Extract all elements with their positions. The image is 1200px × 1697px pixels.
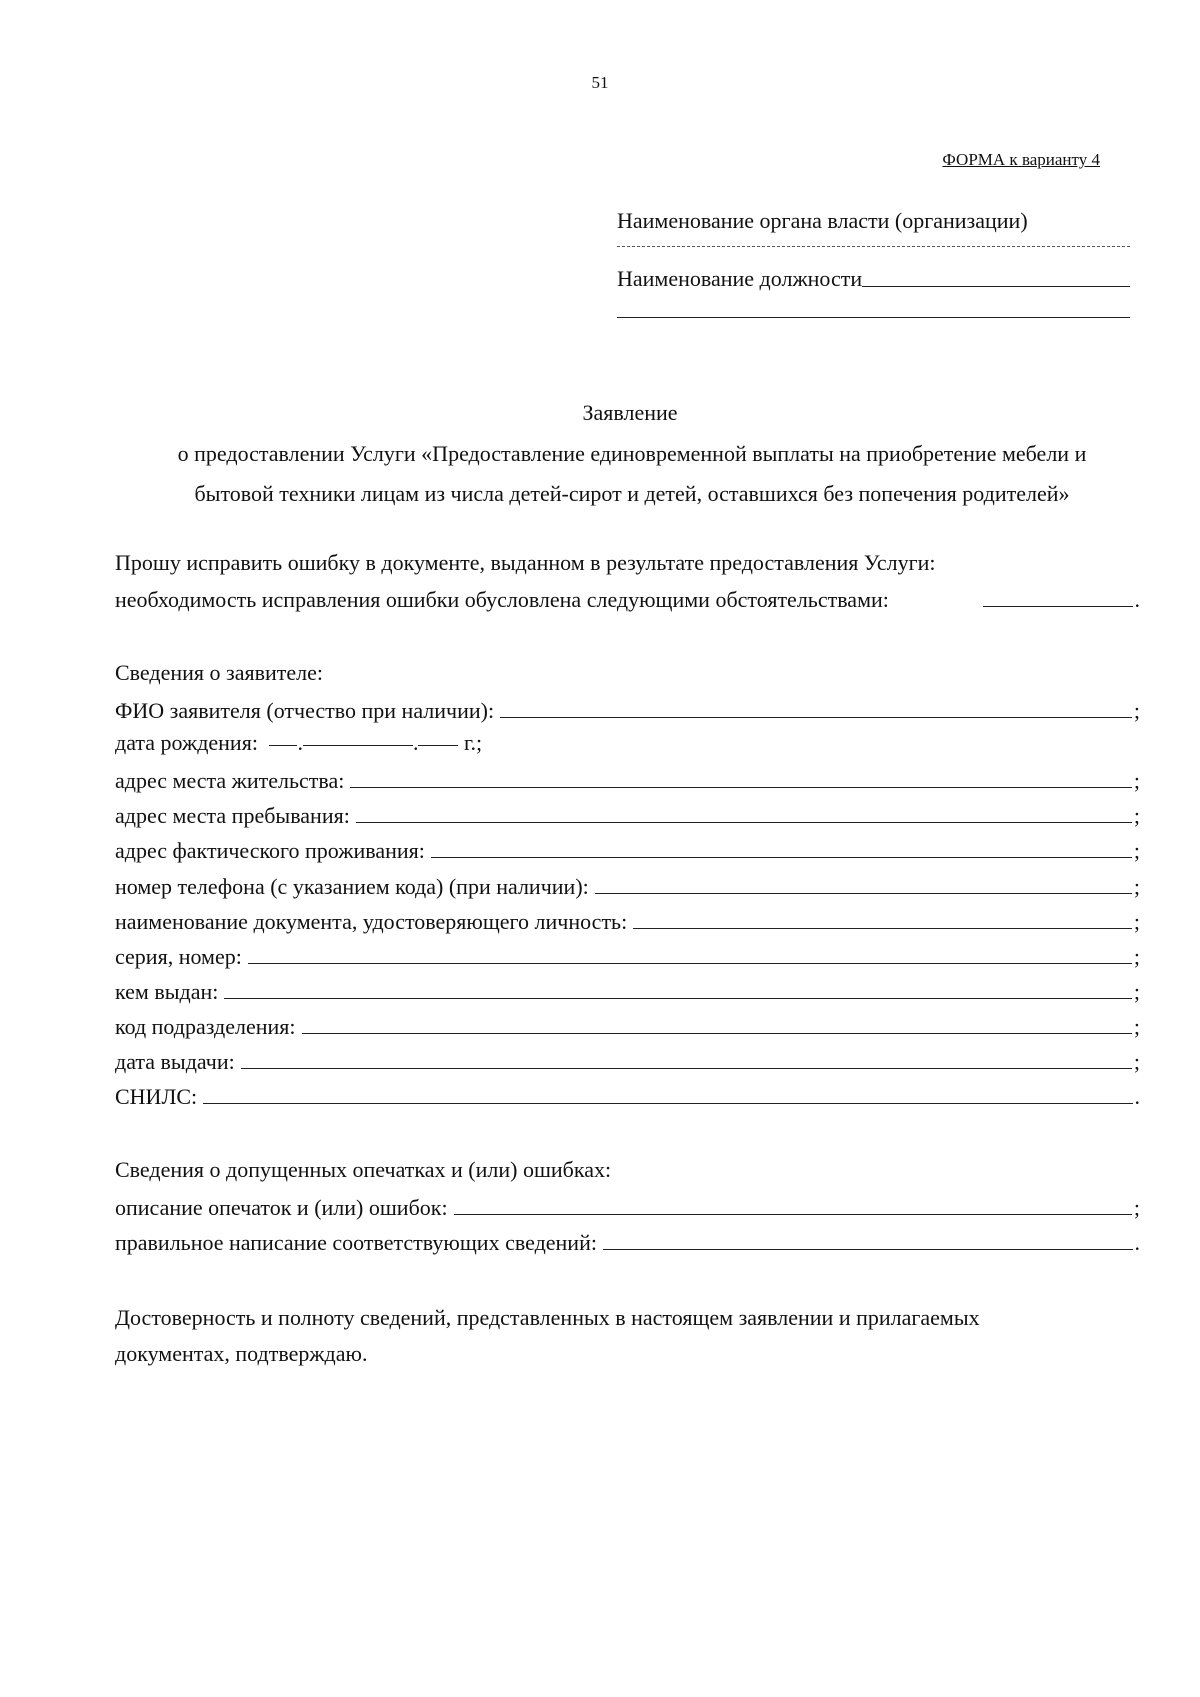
form-variant-label: ФОРМА к варианту 4 (942, 150, 1100, 169)
request-reason-end: . (1134, 587, 1140, 612)
birth-day-field[interactable] (269, 744, 297, 746)
authority-label: Наименование органа власти (организации) (617, 208, 1028, 233)
fio-end: ; (1133, 698, 1140, 723)
document-title: Заявление (582, 400, 678, 425)
correct-text-row (115, 1222, 1140, 1256)
request-reason-row (115, 579, 1140, 613)
snils-end: . (1134, 1084, 1140, 1109)
phone-end: ; (1133, 874, 1140, 899)
actual-address-field[interactable] (431, 856, 1132, 858)
division-code-label: код подразделения: (115, 1014, 296, 1039)
snils-label: СНИЛС: (115, 1084, 198, 1109)
issued-by-label: кем выдан: (115, 979, 219, 1004)
position-field-extra[interactable] (617, 317, 1130, 318)
phone-field[interactable] (595, 892, 1132, 894)
confirmation-line-1: Достоверность и полноту сведений, представленных в настоящем заявлении и прилагаемых (115, 1305, 980, 1330)
issued-by-row (115, 971, 1140, 1005)
subtitle-line-2: бытовой техники лицам из числа детей-сирот и детей, оставшихся без попечения родителей» (194, 481, 1070, 506)
position-label: Наименование должности (617, 266, 863, 291)
birth-date-dot-1: . (297, 730, 303, 755)
error-description-end: ; (1133, 1195, 1140, 1220)
issue-date-field[interactable] (241, 1067, 1132, 1069)
position-field[interactable] (862, 286, 1130, 287)
actual-address-end: ; (1133, 838, 1140, 863)
id-doc-row (115, 901, 1140, 935)
birth-date-dot-2: . (412, 730, 419, 755)
correct-text-label: правильное написание соответствующих сведений: (115, 1230, 597, 1255)
request-reason-field[interactable] (983, 605, 1133, 607)
error-description-row (115, 1187, 1140, 1221)
error-description-label: описание опечаток и (или) ошибок: (115, 1195, 448, 1220)
id-doc-field[interactable] (633, 927, 1132, 929)
applicant-heading: Сведения о заявителе: (115, 660, 324, 685)
birth-year-field[interactable] (418, 744, 458, 746)
actual-address-label: адрес фактического проживания: (115, 838, 425, 863)
confirmation-line-2: документах, подтверждаю. (115, 1341, 368, 1366)
division-code-field[interactable] (302, 1032, 1132, 1034)
phone-row (115, 866, 1140, 900)
residence-field[interactable] (350, 786, 1131, 788)
stay-row (115, 795, 1140, 829)
birth-date-label: дата рождения: (115, 730, 258, 755)
stay-label: адрес места пребывания: (115, 803, 350, 828)
snils-row (115, 1076, 1140, 1110)
birth-date-row (115, 730, 482, 756)
confirmation-statement (115, 1300, 1140, 1372)
fio-field[interactable] (500, 716, 1132, 718)
request-line-2: необходимость исправления ошибки обусловлена следующими обстоятельствами: (115, 587, 889, 612)
errors-heading: Сведения о допущенных опечатках и (или) ошибках: (115, 1157, 612, 1182)
series-end: ; (1133, 944, 1140, 969)
fio-label: ФИО заявителя (отчество при наличии): (115, 698, 495, 723)
series-label: серия, номер: (115, 944, 242, 969)
authority-field[interactable] (617, 246, 1130, 247)
id-doc-label: наименование документа, удостоверяющего личность: (115, 909, 628, 934)
fio-row (115, 690, 1140, 724)
page-number: 51 (591, 73, 609, 92)
stay-end: ; (1133, 803, 1140, 828)
stay-field[interactable] (356, 821, 1132, 823)
series-row (115, 936, 1140, 970)
birth-month-field[interactable] (303, 744, 413, 746)
correct-text-field[interactable] (603, 1248, 1133, 1250)
issue-date-end: ; (1133, 1049, 1140, 1074)
division-code-row (115, 1006, 1140, 1040)
document-subtitle (112, 434, 1152, 514)
residence-label: адрес места жительства: (115, 768, 345, 793)
issued-by-field[interactable] (224, 997, 1132, 999)
request-line-1: Прошу исправить ошибку в документе, выданном в результате предоставления Услуги: (115, 550, 936, 575)
subtitle-line-1: о предоставлении Услуги «Предоставление единовременной выплаты на приобретение мебели и (177, 441, 1087, 466)
issue-date-label: дата выдачи: (115, 1049, 235, 1074)
id-doc-end: ; (1133, 909, 1140, 934)
error-description-field[interactable] (454, 1213, 1132, 1215)
division-code-end: ; (1133, 1014, 1140, 1039)
issue-date-row (115, 1041, 1140, 1075)
actual-address-row (115, 830, 1140, 864)
residence-end: ; (1133, 768, 1140, 793)
series-field[interactable] (248, 962, 1132, 964)
snils-field[interactable] (203, 1102, 1132, 1104)
position-row (617, 266, 1130, 292)
birth-date-suffix: г.; (463, 730, 483, 755)
phone-label: номер телефона (с указанием кода) (при наличии): (115, 874, 589, 899)
residence-row (115, 760, 1140, 794)
issued-by-end: ; (1133, 979, 1140, 1004)
correct-text-end: . (1134, 1230, 1140, 1255)
